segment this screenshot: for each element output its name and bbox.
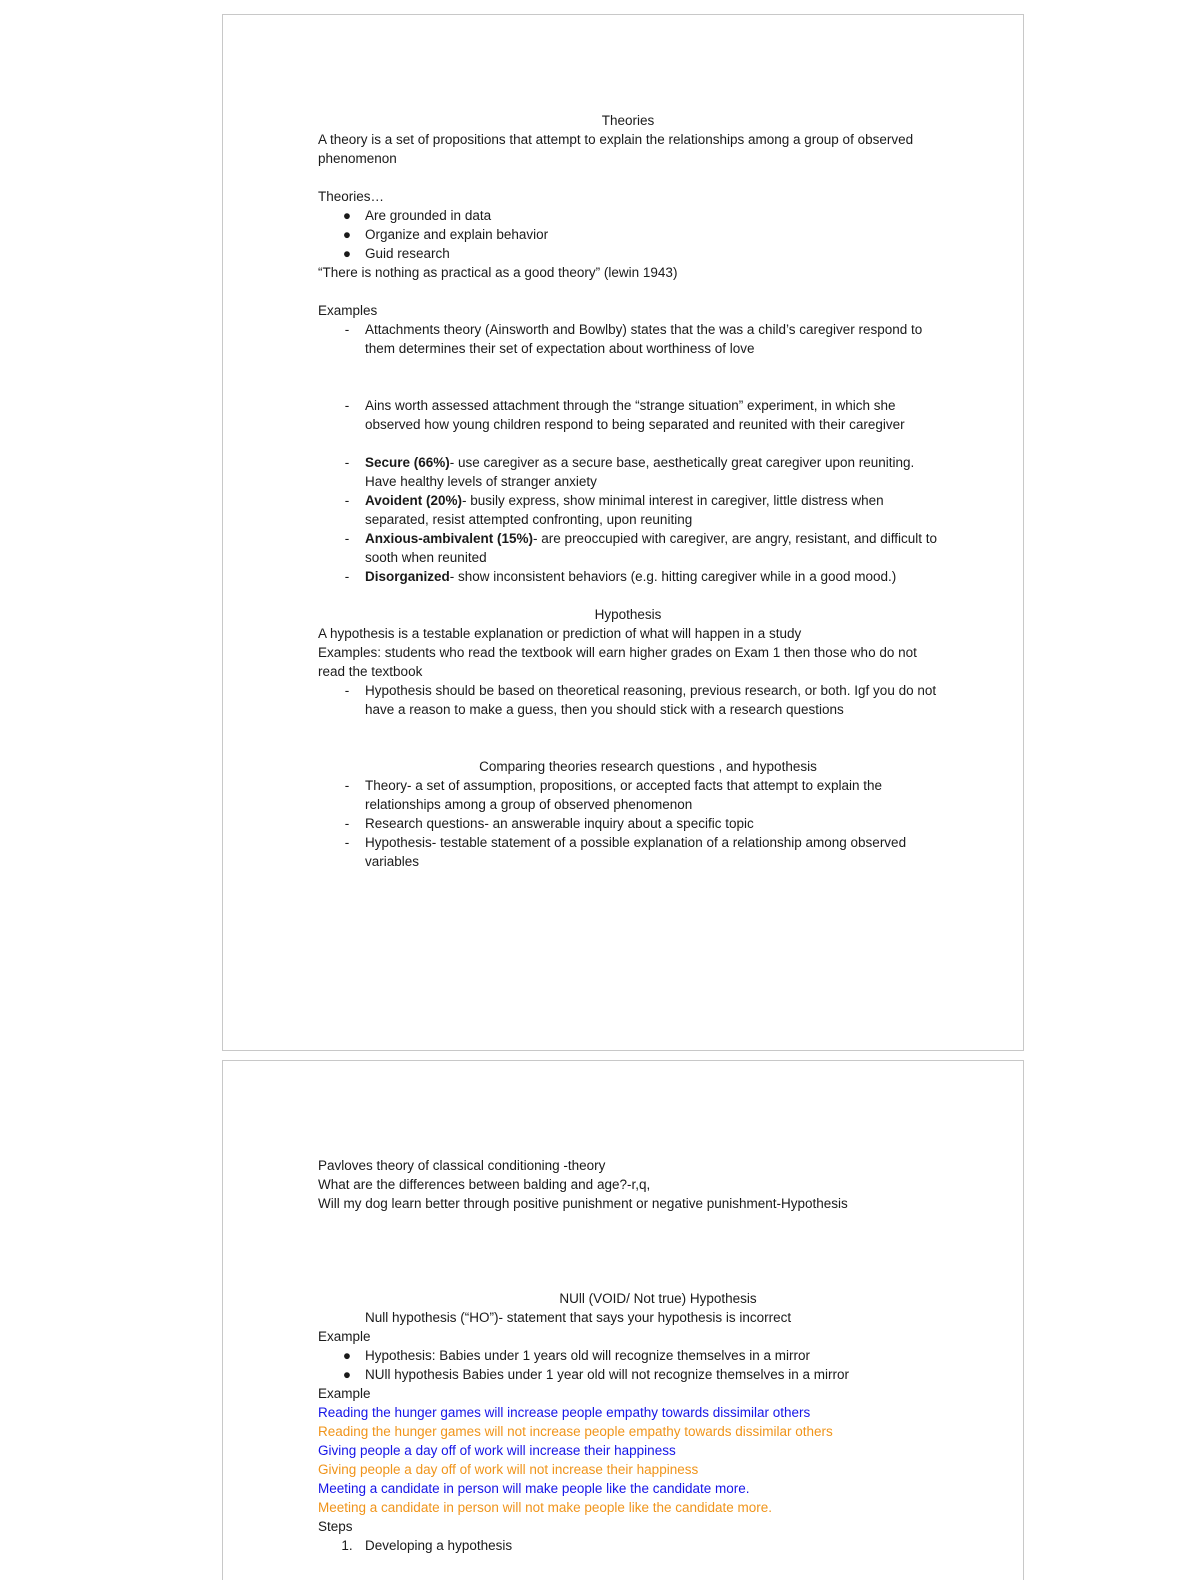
list-item: ● Are grounded in data [318,206,938,225]
bullet-icon: ● [342,246,352,261]
list-item: ● Organize and explain behavior [318,225,938,244]
dash-marker-icon: - [344,835,350,850]
bullet-icon: ● [342,208,352,223]
list-item: - Hypothesis- testable statement of a possible explanation of a relationship among observed variables [318,833,935,871]
section-title-comparing: Comparing theories research questions , and hypothesis [479,759,817,774]
dash-marker-icon: - [344,816,350,831]
dash-marker-icon: - [344,322,350,337]
hypothesis-notes-list [318,681,938,719]
list-item: - Research questions- an answerable inquiry about a specific topic [318,814,938,833]
dash-marker-icon: - [344,493,350,508]
hypothesis-example: Examples: students who read the textbook will earn higher grades on Exam 1 then those who do not read the textbook [318,645,917,679]
list-item: - Disorganized- show inconsistent behaviors (e.g. hitting caregiver while in a good mood.) [318,567,935,586]
list-item: ● NUll hypothesis Babies under 1 year old will not recognize themselves in a mirror [318,1365,958,1384]
dash-marker-icon: - [344,455,350,470]
null-examples-list [318,1346,958,1384]
comparing-list [318,776,938,871]
bullet-icon: ● [342,1348,352,1363]
list-item: ● Guid research [318,244,938,263]
list-item: ● Hypothesis: Babies under 1 years old will recognize themselves in a mirror [318,1346,958,1365]
page-2-content [318,1156,958,1555]
lewin-quote: “There is nothing as practical as a good theory” (lewin 1943) [318,265,678,280]
null-example-line: Meeting a candidate in person will not make people like the candidate more. [318,1500,773,1515]
dash-marker-icon: - [344,531,350,546]
list-item: - Avoident (20%)- busily express, show minimal interest in caregiver, little distress when separated, resist attempted confronting, upon reuniting [318,491,938,529]
hypothesis-definition: A hypothesis is a testable explanation or prediction of what will happen in a study [318,626,802,641]
dash-marker-icon: - [344,778,350,793]
section-title-hypothesis: Hypothesis [594,607,662,622]
section-title-null-hypothesis: NUll (VOID/ Not true) Hypothesis [559,1291,757,1306]
document-page-2 [222,1060,1024,1580]
text-line: Pavloves theory of classical conditioning -theory [318,1158,606,1173]
list-item: - Secure (66%)- use caregiver as a secure base, aesthetically great caregiver upon reuniting. Have healthy levels of stranger anxiety [318,453,938,491]
steps-label: Steps [318,1519,353,1534]
theory-definition: A theory is a set of propositions that attempt to explain the relationships among a group of observed phenomenon [318,132,914,166]
text-line: Will my dog learn better through positive punishment or negative punishment-Hypothesis [318,1196,848,1211]
dash-marker-icon: - [344,683,350,698]
null-hypothesis-definition: Null hypothesis (“HO”)- statement that says your hypothesis is incorrect [365,1310,792,1325]
examples-heading: Examples [318,303,378,318]
hypothesis-example-line: Meeting a candidate in person will make people like the candidate more. [318,1481,750,1496]
text-line: What are the differences between balding and age?-r,q, [318,1177,651,1192]
page-1-content [318,111,938,871]
examples-list [318,320,938,586]
example-label: Example [318,1329,371,1344]
step-number: 1. [341,1538,353,1553]
dash-marker-icon: - [344,398,350,413]
list-item: 1. Developing a hypothesis [341,1538,513,1553]
steps-list [318,1536,958,1555]
dash-marker-icon: - [344,569,350,584]
list-item: - Theory- a set of assumption, propositions, or accepted facts that attempt to explain the relationships among a group of observed phenomenon [318,776,938,814]
list-item: - Anxious-ambivalent (15%)- are preoccupied with caregiver, are angry, resistant, and difficult to sooth when reunited [318,529,938,567]
null-example-line: Reading the hunger games will not increase people empathy towards dissimilar others [318,1424,833,1439]
theories-bullet-list [318,206,938,263]
theories-intro: Theories… [318,189,385,204]
bullet-icon: ● [342,1367,352,1382]
document-page-1 [222,14,1024,1051]
bullet-icon: ● [342,227,352,242]
hypothesis-example-line: Reading the hunger games will increase people empathy towards dissimilar others [318,1405,811,1420]
section-title-theories: Theories [601,113,655,128]
list-item: - Ains worth assessed attachment through the “strange situation” experiment, in which she observed how young children respond to being separated and reunited with their caregiver [318,396,938,434]
example-label: Example [318,1386,371,1401]
list-item: - Attachments theory (Ainsworth and Bowlby) states that the was a child’s caregiver respond to them determines their set of expectation about worthiness of love [318,320,935,358]
list-item: - Hypothesis should be based on theoretical reasoning, previous research, or both. Igf you do not have a reason to make a guess, then you should stick with a research questions [318,681,938,719]
null-example-line: Giving people a day off of work will not increase their happiness [318,1462,699,1477]
hypothesis-example-line: Giving people a day off of work will increase their happiness [318,1443,676,1458]
